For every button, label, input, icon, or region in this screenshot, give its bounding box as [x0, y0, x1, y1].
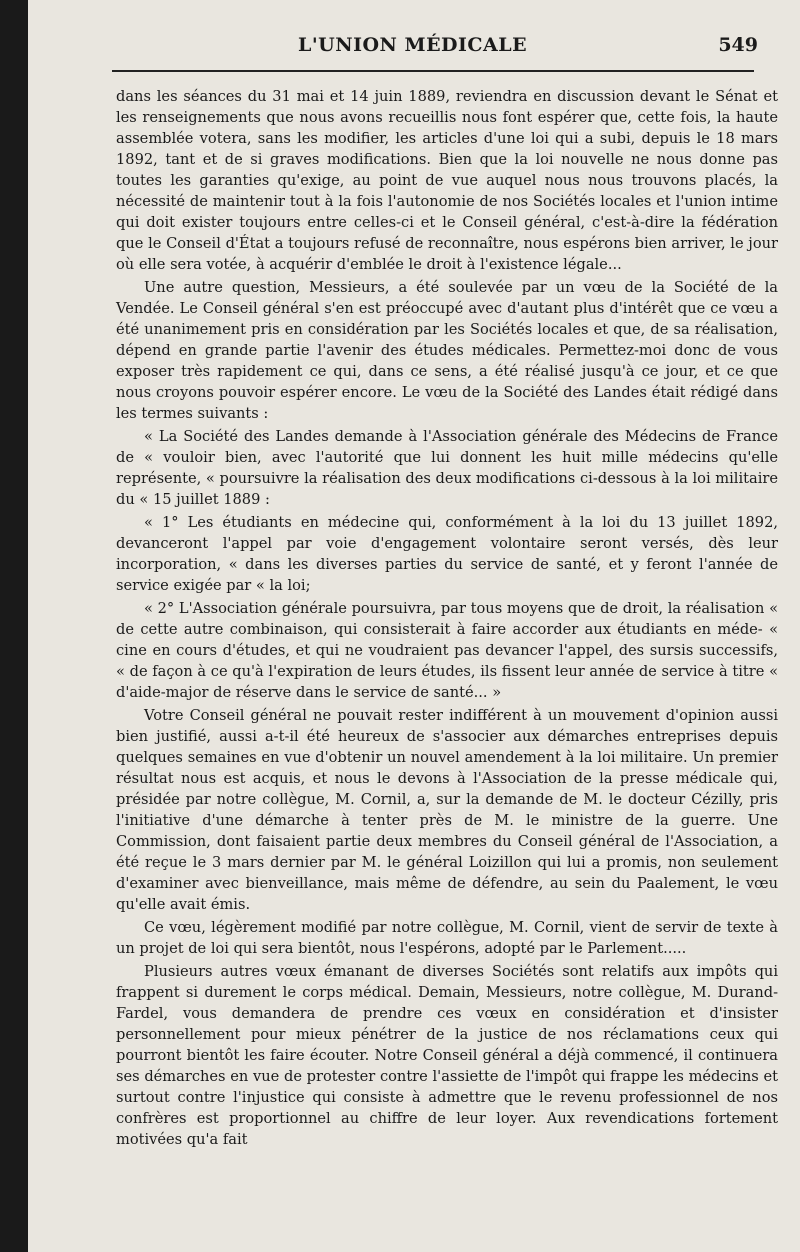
page-header	[28, 30, 800, 64]
page-number: 549	[718, 34, 758, 56]
running-title: L'UNION MÉDICALE	[298, 34, 528, 56]
paragraph: dans les séances du 31 mai et 14 juin 1889, reviendra en discussion devant le Sénat et les renseignements que nous avons recueillis nous font espérer que, cette fois, la haute assemblée votera, sans les modifier, les articles d'une loi qui a subi, depuis le 18 mars 1892, tant et de si graves modifications. Bien que la loi nouvelle ne nous donne pas toutes les garanties qu'exige, au point de vue auquel nous nous trouvons placés, la nécessité de maintenir tout à la fois l'autonomie de nos Sociétés locales et l'union intime qui doit exister toujours entre celles-ci et le Conseil général, c'est-à-dire la fédération que le Conseil d'État a toujours refusé de reconnaître, nous espérons bien arriver, le jour où elle sera votée, à acquérir d'emblée le droit à l'existence légale...	[116, 88, 778, 273]
body-text	[116, 86, 778, 1152]
document-page	[28, 0, 800, 1252]
quotation-paragraph: « La Société des Landes demande à l'Association générale des Médecins de France de « vouloir bien, avec l'autorité que lui donnent les huit mille médecins qu'elle représente, « poursuivre la réalisation des deux modifications ci-dessous à la loi militaire du « 15 juillet 1889 :	[116, 428, 778, 508]
quotation-paragraph: « 2° L'Association générale poursuivra, par tous moyens que de droit, la réalisation « de cette autre combinaison, qui consisterait à faire accorder aux étudiants en méde- « cine en cours d'études, et qui ne voudraient pas devancer l'appel, des sursis successifs, « de façon à ce qu'à l'expiration de leurs études, ils fissent leur année de service à titre « d'aide-major de réserve dans le service de santé... »	[116, 600, 778, 701]
paragraph: Une autre question, Messieurs, a été soulevée par un vœu de la Société de la Vendée. Le Conseil général s'en est préoccupé avec d'autant plus d'intérêt que ce vœu a été unanimement pris en considération par les Sociétés locales et que, de sa réalisation, dépend en grande partie l'avenir des études médicales. Permettez-moi donc de vous exposer très rapidement ce qui, dans ce sens, a été réalisé jusqu'à ce jour, et ce que nous croyons pouvoir espérer encore. Le vœu de la Société des Landes était rédigé dans les termes suivants :	[116, 279, 778, 422]
paragraph: Plusieurs autres vœux émanant de diverses Sociétés sont relatifs aux impôts qui frappent si durement le corps médical. Demain, Messieurs, notre collègue, M. Durand-Fardel, vous demandera de prendre ces vœux en considération et d'insister personnellement pour mieux pénétrer de la justice de nos réclamations ceux qui pourront bientôt les faire écouter. Notre Conseil général a déjà commencé, il continuera ses démarches en vue de protester contre l'assiette de l'impôt qui frappe les médecins et surtout contre l'injustice qui consiste à admettre que le revenu professionnel de nos confrères est proportionnel au chiffre de leur loyer. Aux revendications fortement motivées qu'a fait	[116, 963, 778, 1148]
paragraph: Votre Conseil général ne pouvait rester indifférent à un mouvement d'opinion aussi bien justifié, aussi a-t-il été heureux de s'associer aux démarches entreprises depuis quelques semaines en vue d'obtenir un nouvel amendement à la loi militaire. Un premier résultat nous est acquis, et nous le devons à l'Association de la presse médicale qui, présidée par notre collègue, M. Cornil, a, sur la demande de M. le docteur Cézilly, pris l'initiative d'une démarche à tenter près de M. le ministre de la guerre. Une Commission, dont faisaient partie deux membres du Conseil général de l'Association, a été reçue le 3 mars dernier par M. le général Loizillon qui lui a promis, non seulement d'examiner avec bienveillance, mais même de défendre, au sein du Paalement, le vœu qu'elle avait émis.	[116, 707, 778, 913]
paragraph: Ce vœu, légèrement modifié par notre collègue, M. Cornil, vient de servir de texte à un projet de loi qui sera bientôt, nous l'espérons, adopté par le Parlement.....	[116, 919, 778, 957]
quotation-paragraph: « 1° Les étudiants en médecine qui, conformément à la loi du 13 juillet 1892, devanceront l'appel par voie d'engagement volontaire seront versés, dès leur incorporation, « dans les diverses parties du service de santé, et y feront l'année de service exigée par « la loi;	[116, 514, 778, 594]
header-rule	[112, 70, 754, 72]
